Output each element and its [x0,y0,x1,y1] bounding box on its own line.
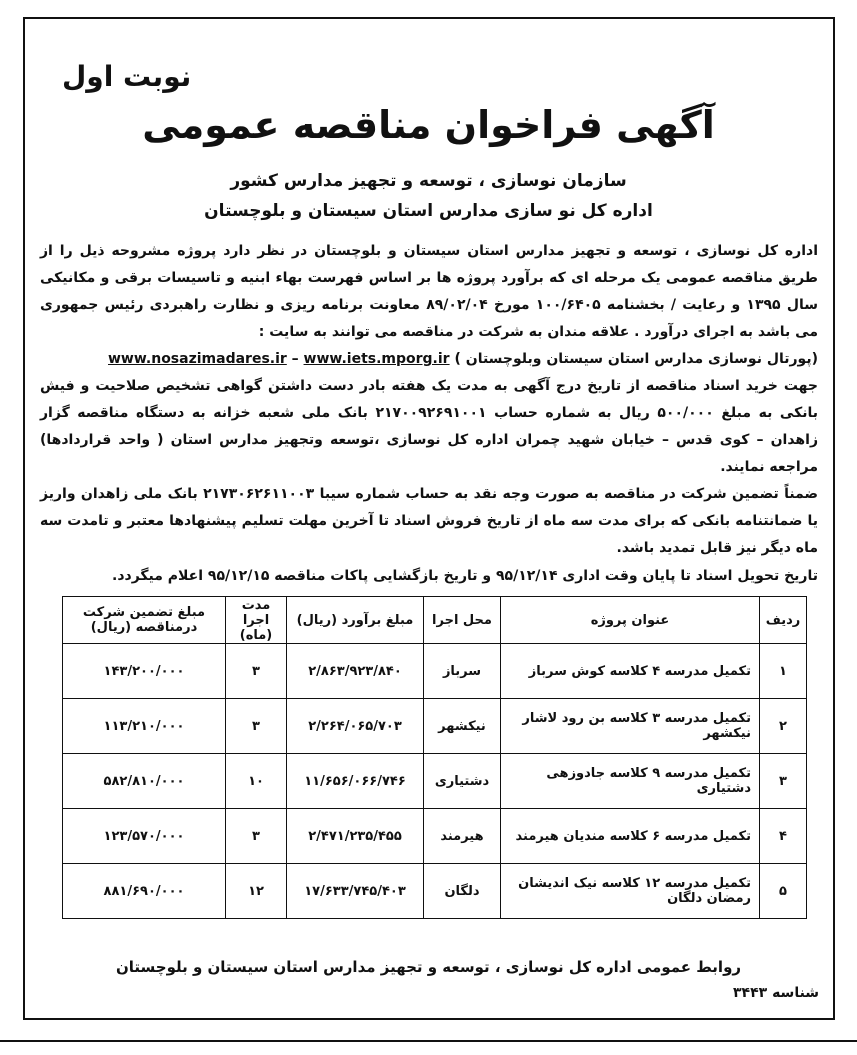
row-number: ۵ [760,864,807,919]
project-title: تکمیل مدرسه ۴ کلاسه کوش سرباز [501,644,760,699]
project-location: نیکشهر [424,699,501,754]
project-title: تکمیل مدرسه ۱۲ کلاسه نیک اندیشان رمضان دلگان [501,864,760,919]
table-row [63,754,807,809]
links-group [108,351,450,367]
project-title: تکمیل مدرسه ۶ کلاسه مندیان هیرمند [501,809,760,864]
header-row-number: ردیف [760,597,807,644]
project-title: تکمیل مدرسه ۳ کلاسه بن رود لاشار نیکشهر [501,699,760,754]
notice-id-value: ۳۴۴۳ [733,985,768,1001]
project-guarantee: ۱۴۳/۲۰۰/۰۰۰ [63,644,226,699]
project-guarantee: ۱۲۳/۵۷۰/۰۰۰ [63,809,226,864]
project-estimate: ۲/۴۷۱/۲۳۵/۴۵۵ [287,809,424,864]
row-number: ۴ [760,809,807,864]
deadline-paragraph: تاریخ تحویل اسناد تا پایان وقت اداری ۹۵/۱۲/۱۴ و تاریخ بازگشایی پاکات مناقصه ۹۵/۱۲/۱۵ اعلام میگردد. [112,568,818,584]
purchase-paragraph: جهت خرید اسناد مناقصه از تاریخ درج آگهی به مدت یک هفته بادر دست داشتن گواهی تشخیص صلاحیت و فیش بانکی به مبلغ ۵۰۰/۰۰۰ ریال به شماره حساب ۲۱۷۰۰۹۲۶۹۱۰۰۱ بانک ملی شعبه خزانه به دستگاه مناقصه گزار زاهدان – کوی قدس – خیابان شهید چمران اداره کل نوسازی ،توسعه وتجهیز مدارس استان ( واحد قراردادها) مراجعه نمایند. [40,378,818,475]
table-row [63,699,807,754]
header-guarantee: مبلغ تضمین شرکت درمناقصه (ریال) [63,597,226,644]
portal-line [40,346,818,373]
table-row [63,644,807,699]
row-number: ۱ [760,644,807,699]
project-title: تکمیل مدرسه ۹ کلاسه جادوزهی دشتیاری [501,754,760,809]
project-duration: ۱۲ [226,864,287,919]
round-label: نوبت اول [62,60,192,93]
link-iets-mporg[interactable]: www.iets.mporg.ir [303,351,450,367]
project-location: دلگان [424,864,501,919]
row-number: ۳ [760,754,807,809]
header-duration: مدت اجرا (ماه) [226,597,287,644]
table-row [63,809,807,864]
project-duration: ۳ [226,644,287,699]
notice-title: آگهی فراخوان مناقصه عمومی [142,103,715,147]
project-location: هیرمند [424,809,501,864]
intro-paragraph: اداره کل نوسازی ، توسعه و تجهیز مدارس استان سیستان و بلوچستان در نظر دارد پروژه مشروحه ذیل را از طریق مناقصه عمومی یک مرحله ای که برآورد پروژه ها بر اساس فهرست بهاء ابنیه و تاسیسات برقی و مکانیکی سال ۱۳۹۵ و رعایت / بخشنامه ۱۰۰/۶۴۰۵ مورخ ۸۹/۰۲/۰۴ معاونت برنامه ریزی و نظارت راهبردی رئیس جمهوری می باشد به اجرای درآورد . علاقه مندان به شرکت در مناقصه می توانند به سایت : [40,243,819,340]
project-guarantee: ۵۸۲/۸۱۰/۰۰۰ [63,754,226,809]
project-guarantee: ۱۱۳/۲۱۰/۰۰۰ [63,699,226,754]
organization-name: سازمان نوسازی ، توسعه و تجهیز مدارس کشور [230,171,627,191]
project-estimate: ۲/۲۶۴/۰۶۵/۷۰۳ [287,699,424,754]
public-relations-signature: روابط عمومی اداره کل نوسازی ، توسعه و تجهیز مدارس استان سیستان و بلوچستان [115,958,742,976]
table-row [63,864,807,919]
project-estimate: ۱۱/۶۵۶/۰۶۶/۷۴۶ [287,754,424,809]
project-guarantee: ۸۸۱/۶۹۰/۰۰۰ [63,864,226,919]
notice-id-label: شناسه [772,985,820,1001]
table-header-row [63,597,807,644]
portal-label: (پورتال نوسازی مدارس استان سیستان وبلوچستان ) [454,351,818,367]
notice-id [733,985,819,1001]
notice-body [40,238,818,590]
project-location: دشتیاری [424,754,501,809]
project-location: سرباز [424,644,501,699]
header-project-title: عنوان پروژه [501,597,760,644]
link-separator: – [291,351,299,367]
guarantee-paragraph: ضمناً تضمین شرکت در مناقصه به صورت وجه نقد به حساب شماره سیبا ۲۱۷۳۰۶۲۶۱۱۰۰۳ بانک ملی زاهدان واریز یا ضمانتنامه بانکی که برای مدت سه ماه از تاریخ فروش اسناد تا آخرین مهلت تسلیم پیشنهادها معتبر و تامدت سه ماه دیگر نیز قابل تمدید باشد. [40,486,818,556]
project-estimate: ۲/۸۶۳/۹۲۳/۸۴۰ [287,644,424,699]
department-name: اداره کل نو سازی مدارس استان سیستان و بلوچستان [204,201,653,221]
link-nosazimadares[interactable]: www.nosazimadares.ir [108,351,287,367]
project-duration: ۳ [226,699,287,754]
project-duration: ۳ [226,809,287,864]
projects-table [62,596,807,919]
header-estimate: مبلغ برآورد (ریال) [287,597,424,644]
project-estimate: ۱۷/۶۳۳/۷۴۵/۴۰۳ [287,864,424,919]
row-number: ۲ [760,699,807,754]
bottom-divider [0,1040,857,1042]
project-duration: ۱۰ [226,754,287,809]
header-location: محل اجرا [424,597,501,644]
